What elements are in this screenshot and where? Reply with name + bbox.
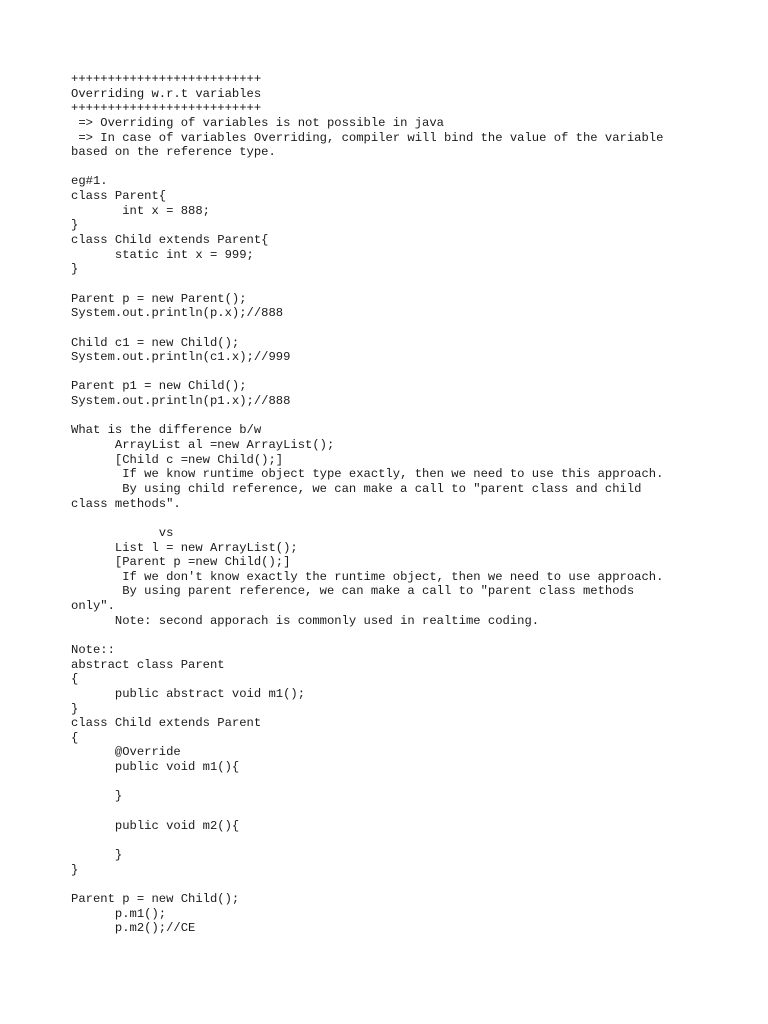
text-line — [71, 804, 731, 819]
text-line: } — [71, 218, 79, 233]
text-line — [71, 409, 731, 424]
text-line: class Child extends Parent{ — [71, 233, 269, 248]
document-text — [71, 72, 731, 936]
text-line: ++++++++++++++++++++++++++ — [71, 101, 262, 116]
text-line: static int x = 999; — [71, 247, 254, 262]
text-line: System.out.println(p1.x);//888 — [71, 394, 291, 409]
text-line: public void m1(){ — [71, 760, 240, 775]
text-line — [71, 775, 731, 790]
text-line: Overriding w.r.t variables — [71, 86, 262, 101]
text-line: ArrayList al =new ArrayList(); — [71, 438, 335, 453]
text-line — [71, 833, 731, 848]
text-line: ++++++++++++++++++++++++++ — [71, 72, 262, 86]
text-line — [71, 277, 731, 292]
text-line: p.m1(); — [71, 906, 167, 921]
text-line — [71, 365, 731, 380]
text-line: } — [71, 701, 79, 716]
text-line: [Child c =new Child();] — [71, 452, 284, 467]
text-line: } — [71, 847, 123, 862]
text-line: } — [71, 862, 79, 877]
text-line: p.m2();//CE — [71, 921, 196, 936]
text-line: Parent p1 = new Child(); — [71, 379, 247, 394]
text-line: Parent p = new Child(); — [71, 891, 240, 906]
text-line: based on the reference type. — [71, 145, 276, 160]
text-line: Parent p = new Parent(); — [71, 291, 247, 306]
text-line: public abstract void m1(); — [71, 686, 306, 701]
text-line: By using child reference, we can make a call to "parent class and child — [71, 481, 642, 496]
text-line: vs — [71, 525, 174, 540]
text-line — [71, 321, 731, 336]
text-line: } — [71, 262, 79, 277]
text-line: { — [71, 672, 79, 687]
text-line: only". — [71, 599, 115, 614]
text-line: System.out.println(p.x);//888 — [71, 306, 284, 321]
text-line: [Parent p =new Child();] — [71, 555, 291, 570]
text-line: => Overriding of variables is not possible in java — [71, 115, 444, 130]
text-line: public void m2(){ — [71, 818, 240, 833]
text-line: int x = 888; — [71, 203, 210, 218]
text-line: Note: second apporach is commonly used in realtime coding. — [71, 613, 540, 628]
text-line: List l = new ArrayList(); — [71, 540, 298, 555]
text-line: { — [71, 730, 79, 745]
text-line — [71, 628, 731, 643]
text-line: System.out.println(c1.x);//999 — [71, 350, 291, 365]
text-line — [71, 511, 731, 526]
text-line: eg#1. — [71, 174, 108, 189]
text-line: class methods". — [71, 496, 181, 511]
text-line: Note:: — [71, 642, 115, 657]
text-line: What is the difference b/w — [71, 423, 262, 438]
text-line — [71, 160, 731, 175]
text-line: Child c1 = new Child(); — [71, 335, 240, 350]
text-line: @Override — [71, 745, 181, 760]
text-line: If we know runtime object type exactly, then we need to use this approach. — [71, 467, 664, 482]
text-line: => In case of variables Overriding, compiler will bind the value of the variable — [71, 130, 664, 145]
text-line: By using parent reference, we can make a call to "parent class methods — [71, 584, 635, 599]
text-line: } — [71, 789, 123, 804]
text-line: class Child extends Parent — [71, 716, 262, 731]
text-line: class Parent{ — [71, 189, 167, 204]
text-line: abstract class Parent — [71, 657, 225, 672]
text-line — [71, 877, 731, 892]
text-line: If we don't know exactly the runtime object, then we need to use approach. — [71, 569, 664, 584]
